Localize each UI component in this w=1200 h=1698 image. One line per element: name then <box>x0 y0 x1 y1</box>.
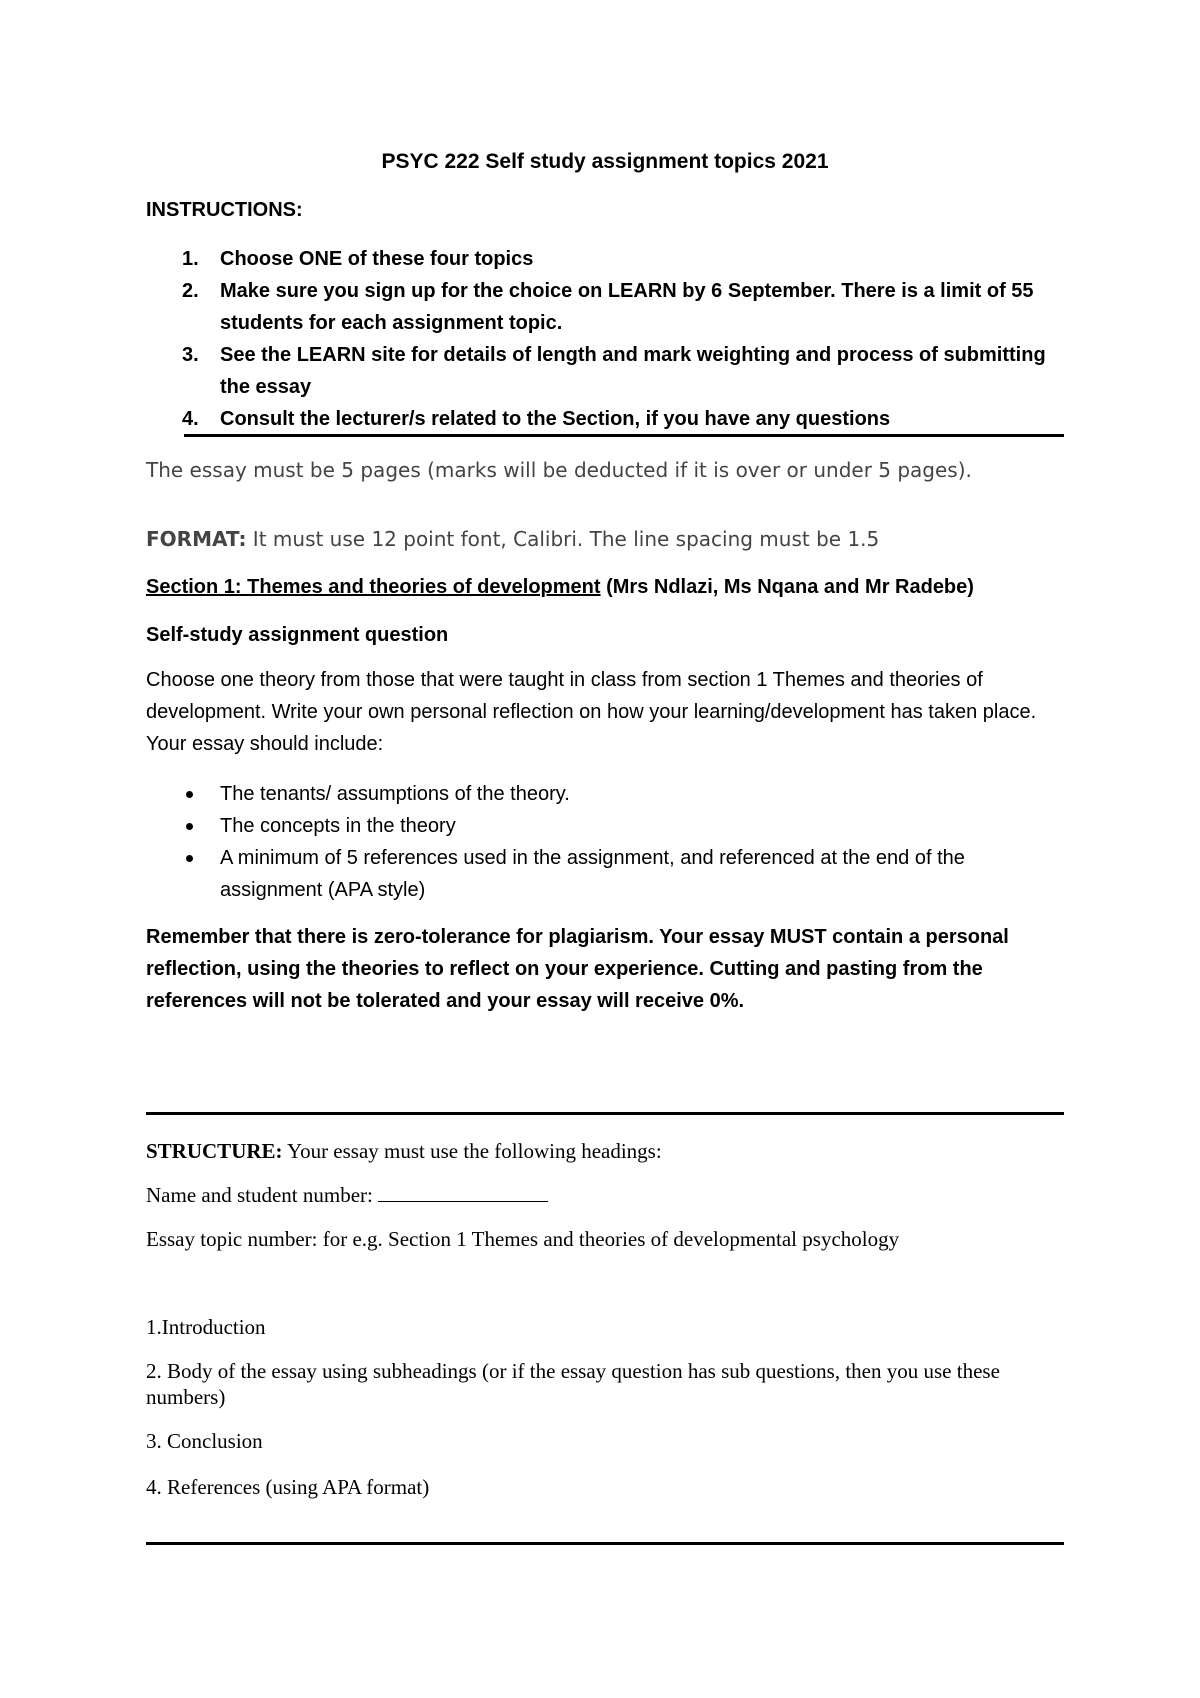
bullet-icon <box>186 855 193 862</box>
length-note: The essay must be 5 pages (marks will be deducted if it is over or under 5 pages). <box>146 458 972 482</box>
instruction-number: 4. <box>182 408 199 430</box>
requirements-list <box>146 778 1064 906</box>
instruction-item <box>146 243 1064 275</box>
instructions-heading: INSTRUCTIONS: <box>146 199 303 221</box>
requirement-text: A minimum of 5 references used in the assignment, and referenced at the end of the assignment (APA style) <box>220 847 965 901</box>
instruction-item <box>146 275 1064 339</box>
instruction-text: Consult the lecturer/s related to the Section, if you have any questions <box>220 408 891 430</box>
requirement-text: The concepts in the theory <box>220 815 456 837</box>
bullet-icon <box>186 823 193 830</box>
name-line <box>146 1182 1064 1208</box>
section-1-heading <box>146 574 974 600</box>
name-blank <box>378 1183 548 1202</box>
requirement-item <box>146 842 1064 906</box>
topic-line: Essay topic number: for e.g. Section 1 Themes and theories of developmental psychology <box>146 1227 900 1251</box>
structure-label: STRUCTURE: <box>146 1139 283 1163</box>
requirement-item <box>146 810 1064 842</box>
plagiarism-note: Remember that there is zero-tolerance for plagiarism. Your essay MUST contain a personal reflection, using the theories to reflect on your experience. Cutting and pasting from the references will not be tolerated and your essay will receive 0%. <box>146 926 1009 1012</box>
instructions-divider <box>184 434 1064 437</box>
format-note <box>146 526 1046 552</box>
instruction-item <box>146 339 1064 403</box>
structure-item: 2. Body of the essay using subheadings (or if the essay question has sub questions, then you use these numbers) <box>146 1359 1000 1409</box>
requirement-item <box>146 778 1064 810</box>
structure-text: Your essay must use the following headings: <box>282 1139 662 1163</box>
document-title: PSYC 222 Self study assignment topics 2021 <box>381 150 829 173</box>
format-text: It must use 12 point font, Calibri. The line spacing must be 1.5 <box>246 527 880 551</box>
bullet-icon <box>186 791 193 798</box>
question-text: Choose one theory from those that were taught in class from section 1 Themes and theories of development. Write your own personal reflection on how your learning/development has taken place. Your essay should include: <box>146 669 1037 755</box>
format-label: FORMAT: <box>146 527 247 551</box>
section-1-lecturers: (Mrs Ndlazi, Ms Nqana and Mr Radebe) <box>600 576 974 598</box>
section-1-title: Section 1: Themes and theories of development <box>146 576 601 598</box>
instruction-text: Choose ONE of these four topics <box>220 248 534 270</box>
structure-item: 3. Conclusion <box>146 1429 263 1453</box>
instruction-number: 3. <box>182 344 199 366</box>
name-label: Name and student number: <box>146 1183 379 1207</box>
structure-top-divider <box>146 1112 1064 1115</box>
structure-item: 1.Introduction <box>146 1315 266 1339</box>
structure-bottom-divider <box>146 1542 1064 1545</box>
instruction-number: 1. <box>182 248 199 270</box>
instruction-number: 2. <box>182 280 199 302</box>
requirement-text: The tenants/ assumptions of the theory. <box>220 783 570 805</box>
structure-item: 4. References (using APA format) <box>146 1475 430 1499</box>
instruction-item <box>146 403 1064 435</box>
instruction-text: Make sure you sign up for the choice on LEARN by 6 September. There is a limit of 55 students for each assignment topic. <box>220 280 1034 334</box>
instruction-text: See the LEARN site for details of length and mark weighting and process of submitting the essay <box>220 344 1046 398</box>
structure-heading <box>146 1138 1064 1164</box>
question-heading: Self-study assignment question <box>146 624 449 646</box>
instructions-list <box>146 243 1064 435</box>
